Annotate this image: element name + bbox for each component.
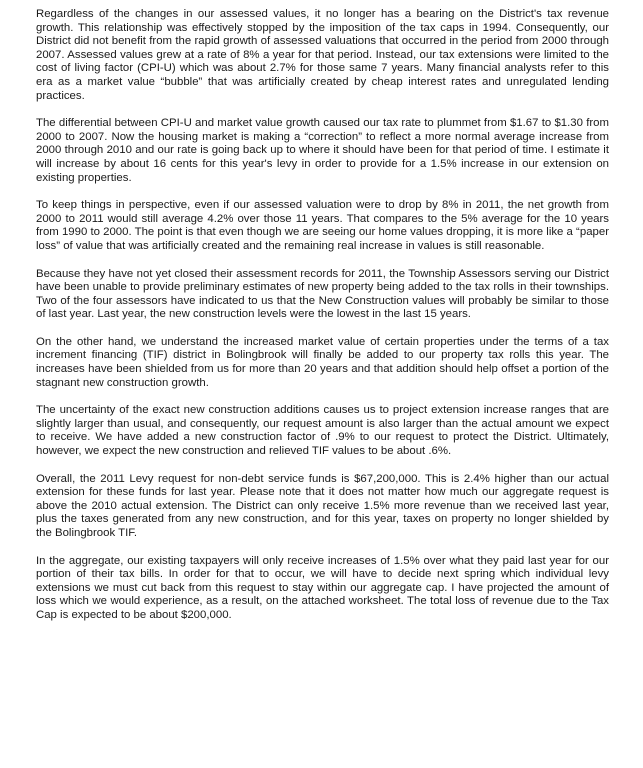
paragraph-township-assessors: Because they have not yet closed their assessment records for 2011, the Township Assessors serving our District have been unable to provide preliminary estimates of new property being added to the tax rolls in their townships. Two of the four assessors have indicated to us that the New Construction values will probably be similar to those of last year. Last year, the new construction levels were the lowest in the last 15 years. — [36, 267, 609, 321]
paragraph-aggregate-increase: In the aggregate, our existing taxpayers will only receive increases of 1.5% over what they paid last year for our portion of their tax bills. In order for that to occur, we will have to decide next spring which individual levy extensions we must cut back from this request to stay within our aggregate cap. I have projected the amount of loss which we would experience, as a result, on the attached worksheet. The total loss of revenue due to the Tax Cap is expected to be about $200,000. — [36, 554, 609, 621]
paragraph-levy-request: Overall, the 2011 Levy request for non-debt service funds is $67,200,000. This is 2.4% higher than our actual extension for these funds for last year. Please note that it does not matter how much our aggregate request is above the 2010 actual extension. The District can only receive 1.5% more revenue than we received last year, plus the taxes generated from any new construction, and for this year, taxes on property no longer shielded by the Bolingbrook TIF. — [36, 472, 609, 539]
paragraph-tax-caps: Regardless of the changes in our assessed values, it no longer has a bearing on the District's tax revenue growth. This relationship was effectively stopped by the imposition of the tax caps in 1994. Consequently, our District did not benefit from the rapid growth of assessed valuations that occurred in the period from 2000 through 2007. Assessed values grew at a rate of 8% a year for that period. Instead, our tax extensions were limited to the cost of living factor (CPI-U) which was about 2.7% for those same 7 years. Many financial analysts refer to this era as a market value “bubble” that was artificially created by cheap interest rates and unregulated lending practices. — [36, 8, 609, 102]
paragraph-construction-uncertainty: The uncertainty of the exact new construction additions causes us to project extension increase ranges that are slightly larger than usual, and consequently, our request amount is also larger than the actual amount we expect to receive. We have added a new construction factor of .9% to our request to protect the District. Ultimately, however, we expect the new construction and relieved TIF values to be about .6%. — [36, 404, 609, 458]
paragraph-perspective: To keep things in perspective, even if our assessed valuation were to drop by 8% in 2011, the net growth from 2000 to 2011 would still average 4.2% over those 11 years. That compares to the 5% average for the 10 years from 1990 to 2000. The point is that even though we are seeing our home values dropping, it is more like a “paper loss” of value that was artificially created and the remaining real increase in values is still reasonable. — [36, 199, 609, 252]
document-page — [36, 8, 609, 637]
paragraph-cpi-differential: The differential between CPI-U and market value growth caused our tax rate to plummet from $1.67 to $1.30 from 2000 to 2007. Now the housing market is making a “correction” to reflect a more normal average increase from 2000 through 2010 and our rate is going back up to where it should have been for that period of time. I estimate it will increase by about 16 cents for this year's levy in order to provide for a 1.5% increase in our extension on existing properties. — [36, 117, 609, 184]
paragraph-tif-district: On the other hand, we understand the increased market value of certain properties under the terms of a tax increment financing (TIF) district in Bolingbrook will finally be added to our property tax rolls this year. The increases have been shielded from us for more than 20 years and that addition should help offset a portion of the stagnant new construction growth. — [36, 335, 609, 389]
